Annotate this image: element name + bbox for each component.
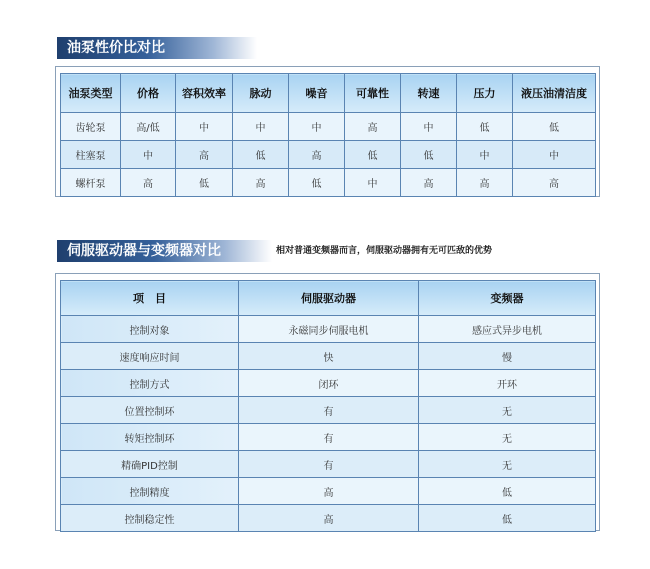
table-cell: 低 — [289, 169, 345, 197]
table-cell: 低 — [233, 141, 289, 169]
table-cell: 中 — [121, 141, 176, 169]
row-label: 控制对象 — [61, 316, 239, 343]
table-cell: 快 — [239, 343, 419, 370]
table-row — [61, 316, 596, 343]
table-row — [61, 370, 596, 397]
header-pump-type: 油泵类型 — [61, 74, 121, 113]
table-cell: 高 — [457, 169, 513, 197]
table-cell: 高 — [239, 505, 419, 532]
header-oil-cleanliness: 液压油清洁度 — [513, 74, 596, 113]
table-cell: 高/低 — [121, 113, 176, 141]
section-subtitle: 相对普通变频器而言，伺服驱动器拥有无可匹敌的优势 — [276, 246, 493, 256]
header-price: 价格 — [121, 74, 176, 113]
table-cell: 高 — [176, 141, 233, 169]
table-row — [61, 451, 596, 478]
table-cell: 齿轮泵 — [61, 113, 121, 141]
table-cell: 高 — [239, 478, 419, 505]
table-cell: 高 — [401, 169, 457, 197]
table-cell: 开环 — [419, 370, 596, 397]
table-cell: 有 — [239, 397, 419, 424]
table-cell: 中 — [513, 141, 596, 169]
table-cell: 高 — [289, 141, 345, 169]
pump-comparison-panel — [55, 66, 600, 197]
row-label: 速度响应时间 — [61, 343, 239, 370]
row-label: 控制方式 — [61, 370, 239, 397]
table-cell: 中 — [457, 141, 513, 169]
table-cell: 闭环 — [239, 370, 419, 397]
row-label: 位置控制环 — [61, 397, 239, 424]
table-cell: 中 — [401, 113, 457, 141]
row-label: 控制稳定性 — [61, 505, 239, 532]
table-row — [61, 113, 596, 141]
header-volumetric-efficiency: 容积效率 — [176, 74, 233, 113]
table-cell: 高 — [345, 113, 401, 141]
table-cell: 低 — [419, 505, 596, 532]
table-cell: 无 — [419, 451, 596, 478]
header-speed: 转速 — [401, 74, 457, 113]
table-cell: 高 — [233, 169, 289, 197]
table-row — [61, 505, 596, 532]
table-header-row — [61, 74, 596, 113]
table-cell: 无 — [419, 424, 596, 451]
row-label: 转矩控制环 — [61, 424, 239, 451]
table-header-row — [61, 281, 596, 316]
table-cell: 低 — [176, 169, 233, 197]
table-cell: 中 — [289, 113, 345, 141]
table-row — [61, 424, 596, 451]
table-row — [61, 343, 596, 370]
table-cell: 永磁同步伺服电机 — [239, 316, 419, 343]
table-cell: 低 — [401, 141, 457, 169]
table-cell: 低 — [457, 113, 513, 141]
table-cell: 低 — [419, 478, 596, 505]
table-cell: 低 — [513, 113, 596, 141]
table-row — [61, 169, 596, 197]
row-label: 精确PID控制 — [61, 451, 239, 478]
table-cell: 高 — [513, 169, 596, 197]
section-title-servo: 伺服驱动器与变频器对比 — [57, 240, 272, 262]
header-noise: 噪音 — [289, 74, 345, 113]
servo-comparison-panel — [55, 273, 600, 531]
table-cell: 低 — [345, 141, 401, 169]
table-cell: 感应式异步电机 — [419, 316, 596, 343]
table-row — [61, 478, 596, 505]
table-cell: 高 — [121, 169, 176, 197]
table-cell: 中 — [176, 113, 233, 141]
table-cell: 有 — [239, 424, 419, 451]
table-cell: 无 — [419, 397, 596, 424]
table-cell: 慢 — [419, 343, 596, 370]
table-cell: 柱塞泵 — [61, 141, 121, 169]
table-cell: 有 — [239, 451, 419, 478]
table-cell: 中 — [233, 113, 289, 141]
header-servo-drive: 伺服驱动器 — [239, 281, 419, 316]
table-row — [61, 141, 596, 169]
header-inverter: 变频器 — [419, 281, 596, 316]
section-title-pump: 油泵性价比对比 — [57, 37, 257, 59]
header-pressure: 压力 — [457, 74, 513, 113]
header-item: 项 目 — [61, 281, 239, 316]
table-cell: 中 — [345, 169, 401, 197]
header-reliability: 可靠性 — [345, 74, 401, 113]
row-label: 控制精度 — [61, 478, 239, 505]
header-pulsation: 脉动 — [233, 74, 289, 113]
pump-comparison-table — [60, 73, 596, 197]
table-cell: 螺杆泵 — [61, 169, 121, 197]
table-row — [61, 397, 596, 424]
servo-comparison-table — [60, 280, 596, 532]
